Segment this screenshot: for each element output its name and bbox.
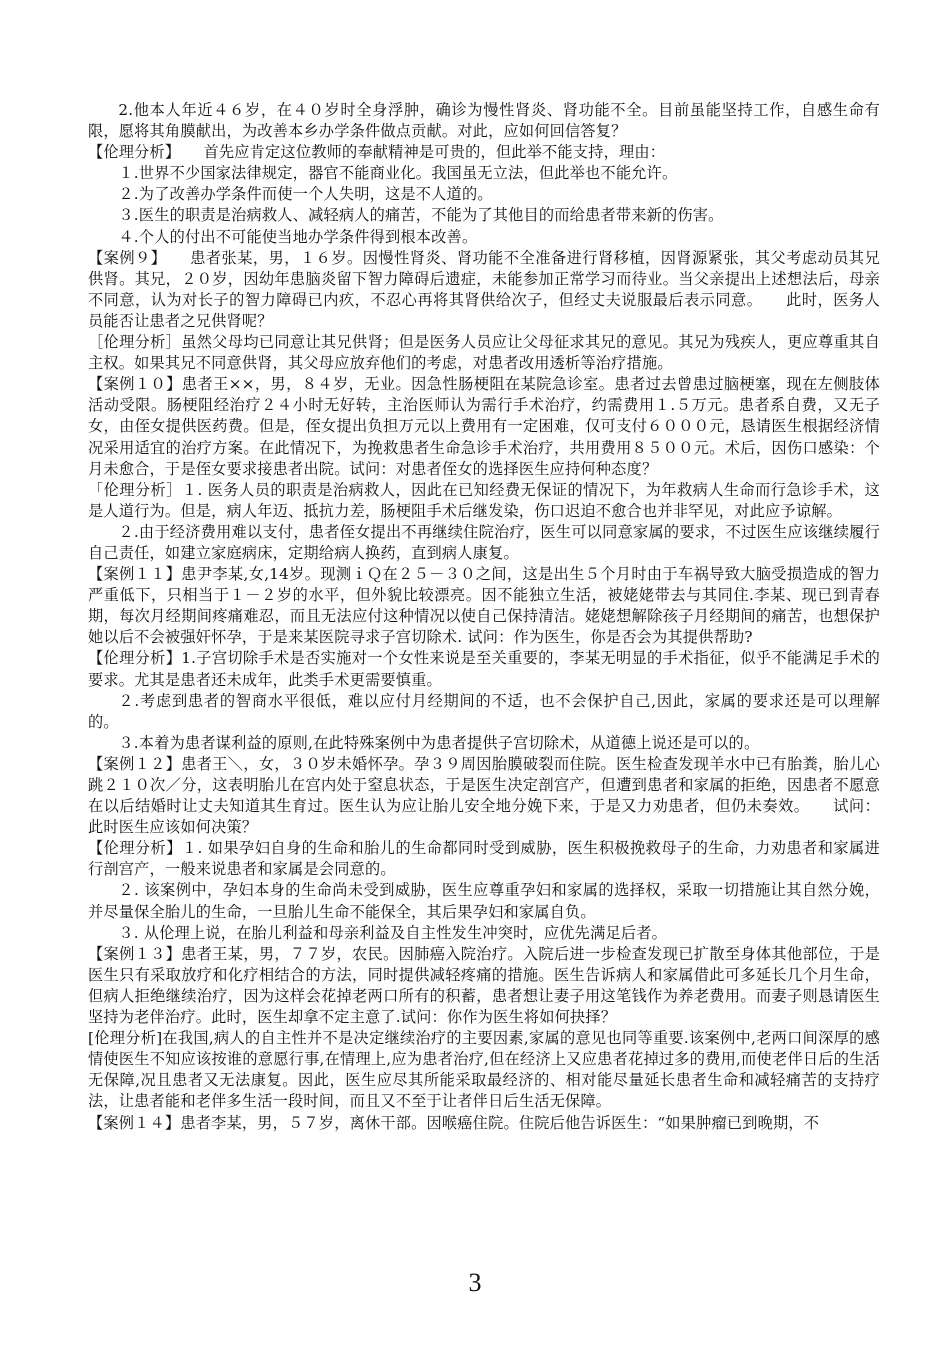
paragraph: 【案例９】 患者张某，男，１６岁。因慢性肾炎、肾功能不全准备进行肾移植，因肾源紧张，其父考虑动员其兄供肾。其兄，２０岁，因幼年患脑炎留下智力障碍后遗症，未能参加正常学习而待业。当父亲提出上述想法后，母亲不同意，认为对长子的智力障碍已内疚，不忍心再将其肾供给次子，但经丈夫说服最后表示同意。 此时，医务人员能否让患者之兄供肾呢？ <box>88 248 880 330</box>
paragraph: 【伦理分析】１. 如果孕妇自身的生命和胎儿的生命都同时受到威胁，医生积极挽救母子的生命，力劝患者和家属进行剖宫产，一般来说患者和家属是会同意的。 <box>88 839 880 879</box>
paragraph: [伦理分析]在我国,病人的自主性并不是决定继续治疗的主要因素,家属的意见也同等重要.该案例中,老两口间深厚的感情使医生不知应该按谁的意愿行事,在情理上,应为患者治疗,但在经济上又应患者花掉过多的费用,而使老伴日后的生活无保障,况且患者又无法康复。因此，医生应尽其所能采取最经济的、相对能尽量延长患者生命和减轻痛苦的支持疗法，让患者能和老伴多生活一段时间，而且又不至于让者伴日后生活无保障。 <box>88 1029 880 1111</box>
paragraph: ２.考虑到患者的智商水平很低，难以应付月经期间的不适，也不会保护自己,因此，家属的要求还是可以理解的。 <box>88 691 880 731</box>
paragraph: ３.医生的职责是治病救人、减轻病人的痛苦，不能为了其他目的而给患者带来新的伤害。 <box>118 206 724 225</box>
paragraph: 【伦理分析】1.子宫切除手术是否实施对一个女性来说是至关重要的，李某无明显的手术指征，似乎不能满足手术的要求。尤其是患者还未成年，此类手术更需要慎重。 <box>88 649 880 689</box>
paragraph: 【案例１０】患者王××，男，８４岁，无业。因急性肠梗阻在某院急诊室。患者过去曾患过脑梗塞，现在左侧肢体活动受限。肠梗阻经治疗２４小时无好转，主治医师认为需行手术治疗，约需费用１.５万元。患者系自费，又无子女，由侄女提供医药费。但是，侄女提出负担万元以上费用有一定困难，仅可支付６０００元，恳请医生根据经济情况采用适宜的治疗方案。在此情况下，为挽救患者生命急诊手术治疗，共用费用８５００元。术后，因伤口感染：个月未愈合，于是侄女要求接患者出院。试问：对患者侄女的选择医生应持何种态度？ <box>88 375 880 478</box>
paragraph: 【案例１２】患者王＼，女，３０岁未婚怀孕。孕３９周因胎膜破裂而住院。医生检查发现羊水中已有胎粪，胎儿心跳２１０次／分，这表明胎儿在宫内处于窒息状态，于是医生决定剖宫产，但遭到患者和家属的拒绝，因患者不愿意在以后结婚时让丈夫知道其生育过。医生认为应让胎儿安全地分娩下来，于是又力劝患者，但仍未奏效。 试问：此时医生应该如何决策？ <box>88 754 880 837</box>
paragraph: 【伦理分析】 首先应肯定这位教师的奉献精神是可贵的，但此举不能支持，理由： <box>88 143 666 162</box>
paragraph: 【案例１３】患者王某，男，７７岁，农民。因肺癌入院治疗。入院后进一步检查发现已扩散至身体其他部位，于是医生只有采取放疗和化疗相结合的方法，同时提供减轻疼痛的措施。医生告诉病人和家属借此可多延长几个月生命，但病人拒绝继续治疗，因为这样会花掉老两口所有的积蓄，患者想让妻子用这笔钱作为养老费用。而妻子则恳请医生坚持为老伴治疗。此时，医生却拿不定主意了.试问：你作为医生将如何抉择？ <box>88 944 880 1027</box>
page-number: 3 <box>468 1268 482 1297</box>
paragraph: １.世界不少国家法律规定，器官不能商业化。我国虽无立法，但此举也不能允许。 <box>118 164 678 183</box>
paragraph: 【案例１４】患者李某，男，５７岁，离休干部。因喉癌住院。住院后他告诉医生：“如果肿瘤已到晚期，不 <box>88 1113 820 1132</box>
paragraph: 「伦理分析］１. 医务人员的职责是治病救人，因此在已知经费无保证的情况下，为年救病人生命而行急诊手术，这是人道行为。但是，病人年迈、抵抗力差，肠梗阻手术后继发染，伤口迟迫不愈合也并非罕见，对此应予谅解。 <box>88 480 880 520</box>
document-body <box>88 100 880 1134</box>
paragraph: ２.为了改善办学条件而使一个人失明，这是不人道的。 <box>118 185 493 204</box>
paragraph: 2.他本人年近４６岁，在４０岁时全身浮肿，确诊为慢性肾炎、肾功能不全。目前虽能坚持工作，自感生命有限，愿将其角膜献出，为改善本乡办学条件做点贡献。对此，应如何回信答复？ <box>88 101 880 141</box>
paragraph: ４.个人的付出不可能使当地办学条件得到根本改善。 <box>118 227 478 246</box>
paragraph: ２.由于经济费用难以支付，患者侄女提出不再继续住院治疗，医生可以同意家属的要求，不过医生应该继续履行自己责任，如建立家庭病床，定期给病人换药，直到病人康复。 <box>88 522 880 562</box>
paragraph: ３.本着为患者谋利益的原则,在此特殊案例中为患者提供子宫切除术，从道德上说还是可以的。 <box>118 733 760 752</box>
paragraph: ［伦理分析］虽然父母均已同意让其兄供肾；但是医务人员应让父母征求其兄的意见。其兄为残疾人，更应尊重其自主权。如果其兄不同意供肾，其父母应放弃他们的考虑，对患者改用透析等治疗措施。 <box>88 333 880 373</box>
paragraph: ３. 从伦理上说，在胎儿利益和母亲利益及自主性发生冲突时，应优先满足后者。 <box>118 923 668 942</box>
paragraph: ２. 该案例中，孕妇本身的生命尚未受到威胁，医生应尊重孕妇和家属的选择权，采取一切措施让其自然分娩，并尽量保全胎儿的生命，一旦胎儿生命不能保全，其后果孕妇和家属自负。 <box>88 881 880 921</box>
paragraph: 【案例１１】患尹李某,女,14岁。现测ｉＱ在２５－３０之间，这是出生５个月时由于车祸导致大脑受损造成的智力严重低下，只相当于１－２岁的水平，但外貌比较漂亮。因不能独立生活，被姥姥带去与其同住.李某、现已到青春期，每次月经期间疼痛难忍，而且无法应付这种情况以使自己保持清洁。姥姥想解除孩子月经期间的痛苦，也想保护她以后不会被强奸怀孕，于是来某医院寻求子宫切除术. 试问：作为医生，你是否会为其提供帮助? <box>88 565 880 647</box>
